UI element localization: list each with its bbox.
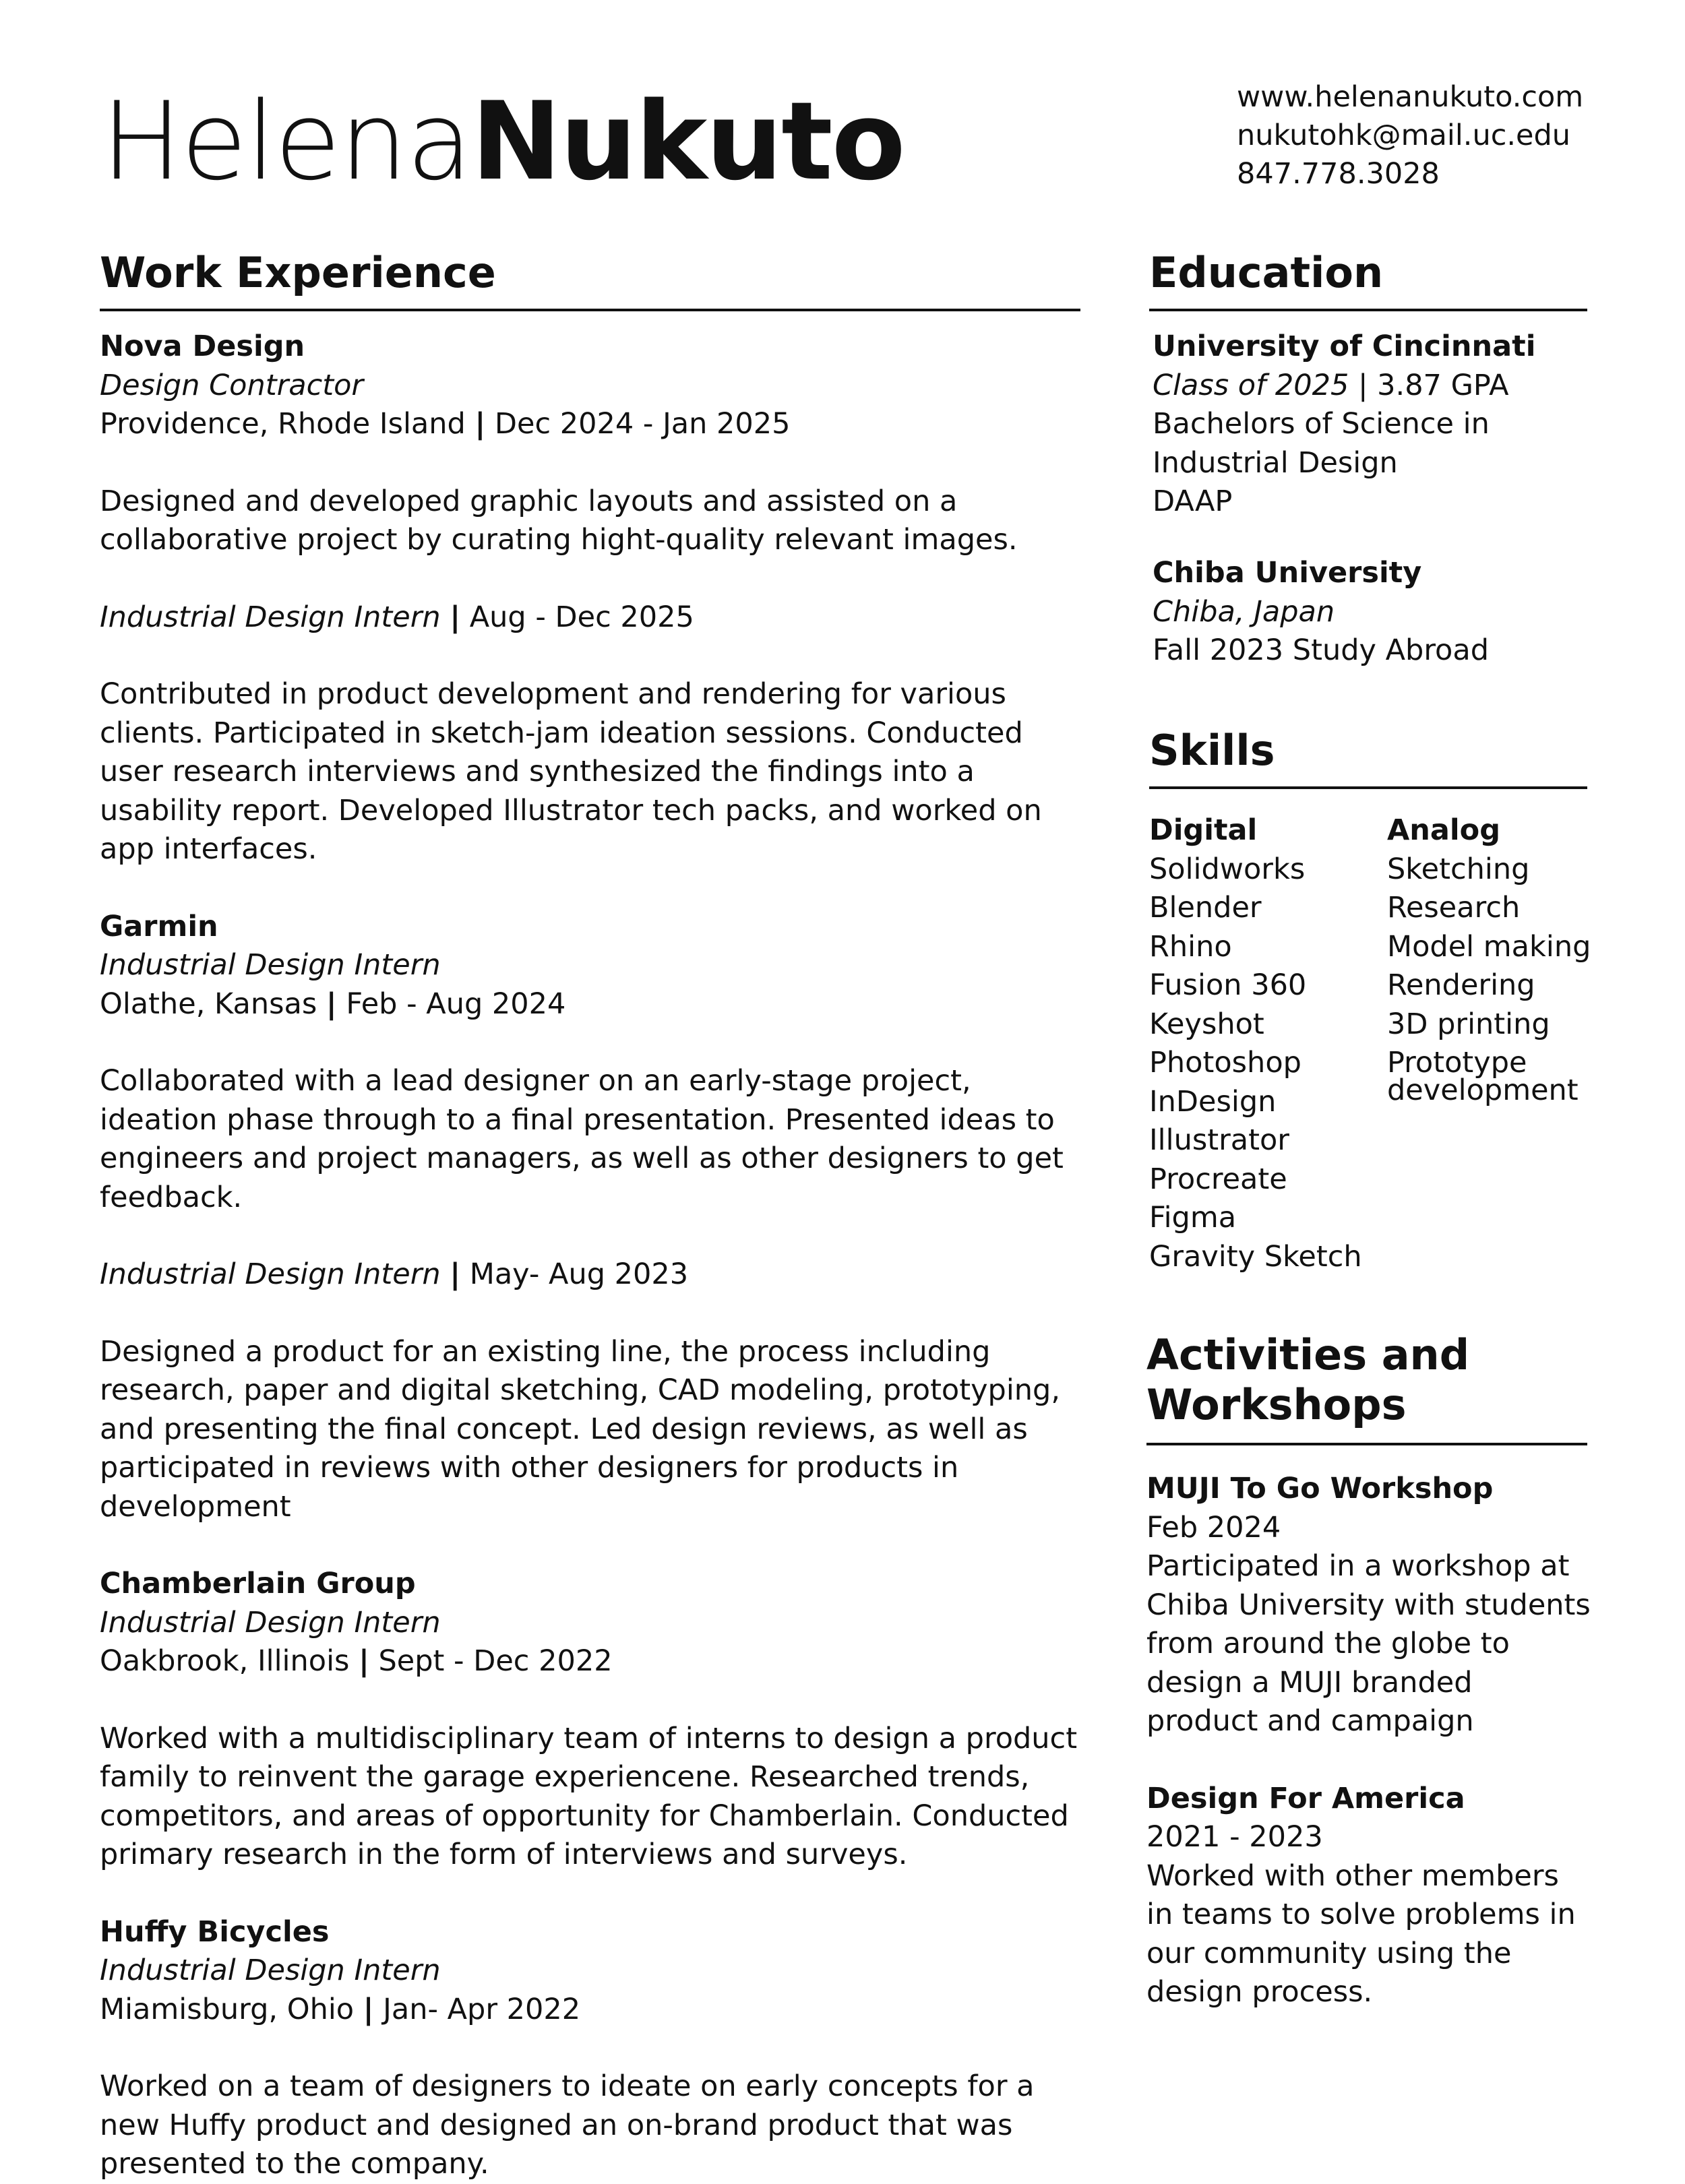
job-role: Design Contractor [100,368,364,402]
job-description: Designed a product for an existing line, the process including research, paper and digital sketching, CAD modeling, prototyping, and presenting the final concept. Led design reviews, as well as participated in reviews with other designers for products in development [100,1334,1061,1524]
activity-item [1146,1470,1591,1741]
skill-item: Research [1387,891,1521,925]
gpa: 3.87 GPA [1377,368,1509,402]
activity-date: Feb 2024 [1146,1510,1281,1545]
company-name: Huffy Bicycles [100,1914,330,1949]
job-location: Miamisburg, Ohio [100,1992,355,2026]
work-entry-huffy [100,1913,1084,2184]
location-dates: Miamisburg, Ohio | Jan- Apr 2022 [100,1992,581,2026]
education-chiba [1153,554,1591,670]
activity-description: Participated in a workshop at Chiba University with students from around the globe to design a MUJI branded product and campaign [1146,1549,1591,1738]
skill-item: Sketching [1387,852,1530,886]
school-location: Chiba, Japan [1153,594,1335,629]
location-dates: Oakbrook, Illinois | Sept - Dec 2022 [100,1644,613,1678]
job-location: Olathe, Kansas [100,987,317,1021]
skill-item: Keyshot [1149,1007,1264,1041]
education-heading: Education [1149,248,1384,297]
work-experience-list [100,327,1084,2184]
company-name: Nova Design [100,330,305,363]
analog-skills-title: Analog [1387,813,1500,847]
activity-title: Design For America [1146,1781,1465,1815]
degree-line: Bachelors of Science in [1153,407,1490,441]
job-role: Industrial Design Intern [100,600,441,634]
job-dates: Feb - Aug 2024 [346,987,566,1021]
last-name: Nukuto [471,78,905,204]
school-name: Chiba University [1153,556,1422,590]
job-dates: Dec 2024 - Jan 2025 [494,407,791,441]
website-link[interactable]: www.helenanukuto.com [1237,80,1584,114]
job-description: Worked with a multidisciplinary team of interns to design a product family to reinvent the garage experiencene. Researched trends, competitors, and areas of opportunity for Chamberlain. Conducted primary research in the form of interviews and surveys. [100,1721,1078,1871]
activities-list [1146,1470,1591,2012]
job-dates: Aug - Dec 2025 [469,600,694,634]
work-experience-divider [100,309,1080,311]
job-description: Contributed in product development and rendering for various clients. Participated in sketch-jam ideation sessions. Conducted user research interviews and synthesized the findings into a usability report. Developed Illustrator tech packs, and worked on app interfaces. [100,677,1042,866]
skill-item: Figma [1149,1201,1237,1235]
candidate-name [101,78,905,204]
skill-item: InDesign [1149,1084,1277,1119]
job-role: Industrial Design Intern [100,1257,441,1291]
job-dates: Jan- Apr 2022 [383,1992,581,2026]
contact-info [1237,78,1583,193]
job-description: Worked on a team of designers to ideate on early concepts for a new Huffy product and designed an on-brand product that was presented to the company. [100,2069,1035,2181]
activity-title: MUJI To Go Workshop [1146,1472,1494,1505]
activities-divider [1146,1443,1587,1445]
skill-item: Photoshop [1149,1046,1301,1080]
location-dates: Olathe, Kansas | Feb - Aug 2024 [100,987,566,1021]
activity-item [1146,1780,1591,2012]
graduation-class: Class of 2025 [1153,368,1349,402]
study-program: Fall 2023 Study Abroad [1153,633,1490,667]
job-role: Industrial Design Intern [100,1954,441,1987]
college-name: DAAP [1153,485,1233,518]
email-link[interactable]: nukutohk@mail.uc.edu [1237,119,1571,152]
skill-item: Prototype [1387,1046,1527,1080]
job-location: Providence, Rhode Island [100,407,466,441]
digital-skills-title: Digital [1149,813,1258,847]
education-list: University of Cincinnati Class of 2025 | 3.87 GPA Bachelors of Science in Industrial Design DAAP [1153,327,1591,522]
skills-divider [1149,786,1587,789]
education-divider [1149,309,1587,311]
job-location: Oakbrook, Illinois [100,1644,350,1678]
skill-item: Procreate [1149,1162,1287,1196]
skills-grid [1149,811,1594,1283]
company-name: Garmin [100,909,218,943]
skill-item: 3D printing [1387,1007,1550,1041]
skill-item: Model making [1387,929,1591,964]
job-role: Industrial Design Intern [100,948,441,982]
digital-skills [1149,811,1362,1276]
job-description: Collaborated with a lead designer on an early-stage project, ideation phase through to a final presentation. Presented ideas to engineers and project managers, as well as other designers to get feedback. [100,1064,1064,1214]
job-dates: Sept - Dec 2022 [378,1644,613,1678]
skill-item: Rhino [1149,929,1232,964]
company-name: Chamberlain Group [100,1567,416,1600]
location-dates: Providence, Rhode Island | Dec 2024 - Jan 2025 [100,407,791,441]
activities-heading-line-1: Activities and [1146,1330,1470,1379]
role-dates: Industrial Design Intern | May- Aug 2023 [100,1257,689,1291]
work-experience-heading: Work Experience [100,248,496,297]
job-description: Designed and developed graphic layouts and assisted on a collaborative project by curating hight-quality relevant images. [100,484,1018,557]
activities-heading [1146,1330,1469,1430]
work-entry-garmin [100,908,1084,1527]
school-name: University of Cincinnati [1153,330,1536,363]
role-dates: Industrial Design Intern | Aug - Dec 2025 [100,600,694,634]
activities-heading-line-2: Workshops [1146,1380,1407,1429]
skill-item: Gravity Sketch [1149,1239,1362,1274]
job-dates: May- Aug 2023 [469,1257,689,1291]
first-name: Helena [101,78,472,204]
activity-description: Worked with other members in teams to solve problems in our community using the design process. [1146,1859,1576,2009]
skill-item: Rendering [1387,968,1535,1002]
skill-item: Illustrator [1149,1123,1289,1157]
skill-item: Solidworks [1149,852,1306,886]
analog-skills [1387,811,1591,1110]
work-entry-nova [100,327,1084,869]
skill-item: Blender [1149,891,1262,925]
phone-number: 847.778.3028 [1237,157,1440,191]
job-role: Industrial Design Intern [100,1605,441,1640]
work-entry-chamberlain [100,1565,1084,1875]
skill-item: Fusion 360 [1149,968,1307,1002]
skill-item: development [1387,1073,1579,1107]
skills-heading: Skills [1149,726,1275,775]
degree-line: Industrial Design [1153,445,1398,480]
activity-date: 2021 - 2023 [1146,1820,1323,1854]
